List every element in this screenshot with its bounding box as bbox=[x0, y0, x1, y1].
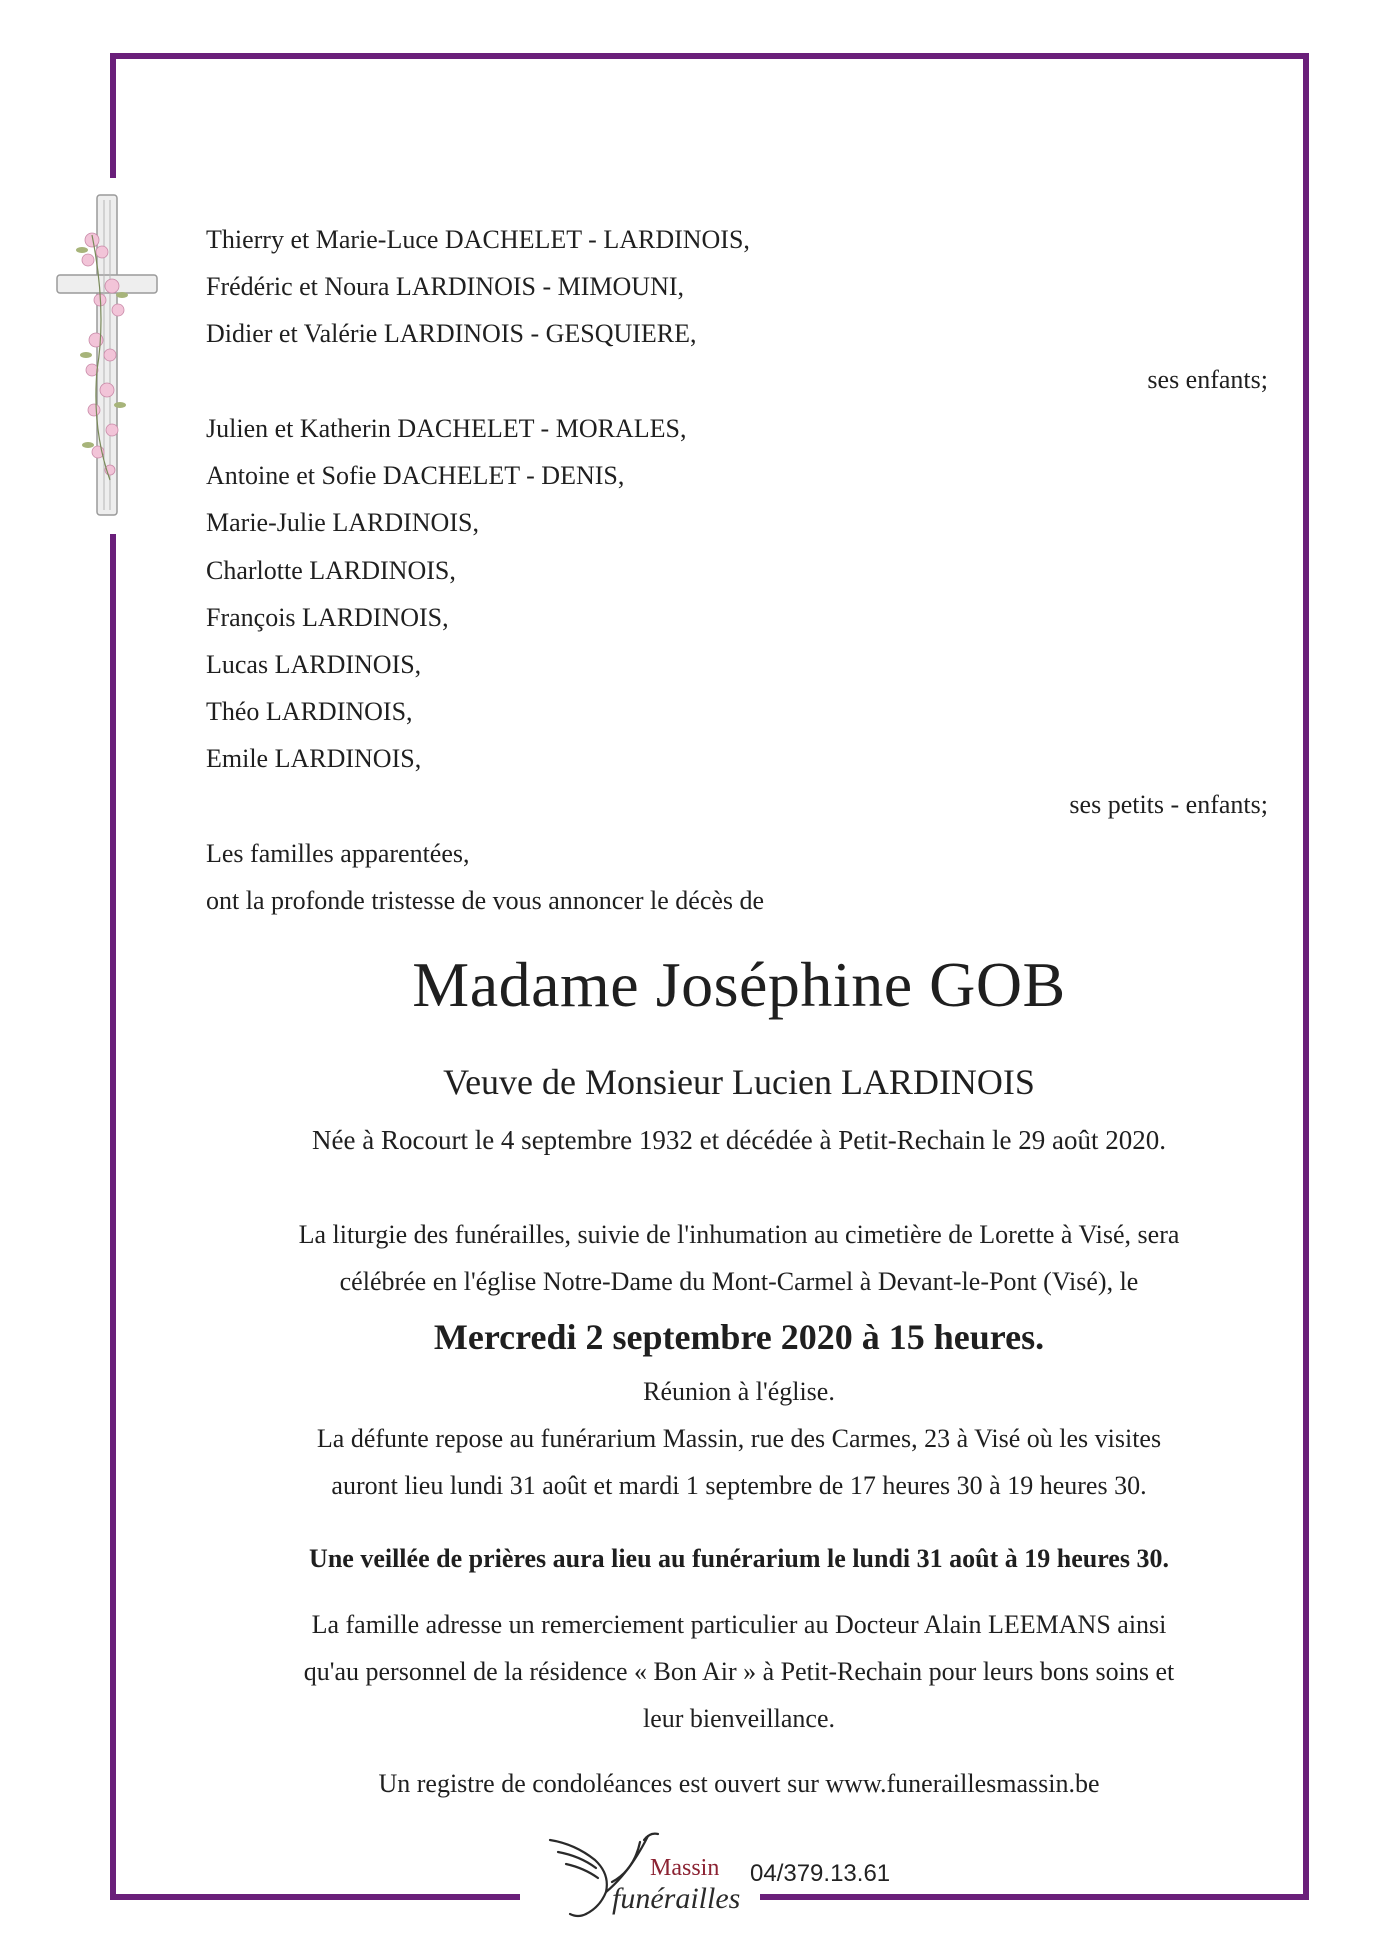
families-line: Les familles apparentées, bbox=[206, 839, 470, 868]
grandchildren-label: ses petits - enfants; bbox=[1069, 790, 1268, 819]
meeting-line: Réunion à l'église. bbox=[643, 1377, 835, 1406]
thanks-line: La famille adresse un remerciement particulier au Docteur Alain LEEMANS ainsi bbox=[311, 1610, 1167, 1639]
logo-funerailles-text: funérailles bbox=[612, 1882, 741, 1915]
grandchild-line: Charlotte LARDINOIS, bbox=[206, 555, 456, 585]
grandchild-line: Emile LARDINOIS, bbox=[206, 744, 422, 774]
meeting-line: La défunte repose au funérarium Massin, rue des Carmes, 23 à Visé où les visites bbox=[316, 1424, 1162, 1453]
child-line: Didier et Valérie LARDINOIS - GESQUIERE, bbox=[206, 319, 697, 349]
vigil-text: Une veillée de prières aura lieu au funérarium le lundi 31 août à 19 heures 30. bbox=[309, 1544, 1169, 1573]
children-label: ses enfants; bbox=[1147, 365, 1268, 394]
registry-text: Un registre de condoléances est ouvert sur www.funeraillesmassin.be bbox=[378, 1769, 1100, 1798]
grandchild-line: Théo LARDINOIS, bbox=[206, 697, 413, 727]
children-list bbox=[206, 216, 1276, 358]
liturgy-line: célébrée en l'église Notre-Dame du Mont-Carmel à Devant-le-Pont (Visé), le bbox=[339, 1267, 1139, 1296]
meeting-text bbox=[150, 1368, 1328, 1509]
grandchild-line: Lucas LARDINOIS, bbox=[206, 650, 422, 680]
logo-massin-text: Massin bbox=[650, 1855, 720, 1881]
grandchildren-list bbox=[206, 405, 1276, 783]
birth-death: Née à Rocourt le 4 septembre 1932 et décédée à Petit-Rechain le 29 août 2020. bbox=[312, 1125, 1166, 1155]
thanks-text bbox=[150, 1601, 1328, 1742]
thanks-line: qu'au personnel de la résidence « Bon Air » à Petit-Rechain pour leurs bons soins et bbox=[303, 1657, 1175, 1686]
child-line: Thierry et Marie-Luce DACHELET - LARDINOIS, bbox=[206, 225, 750, 254]
families-text bbox=[206, 830, 1276, 924]
deceased-name: Madame Joséphine GOB bbox=[412, 949, 1066, 1020]
liturgy-text bbox=[150, 1211, 1328, 1305]
liturgy-line: La liturgie des funérailles, suivie de l'inhumation au cimetière de Lorette à Visé, sera bbox=[298, 1220, 1180, 1249]
widow-of: Veuve de Monsieur Lucien LARDINOIS bbox=[443, 1062, 1035, 1102]
cross-icon bbox=[52, 190, 162, 520]
phone-number: 04/379.13.61 bbox=[750, 1860, 891, 1887]
meeting-line: auront lieu lundi 31 août et mardi 1 septembre de 17 heures 30 à 19 heures 30. bbox=[331, 1471, 1147, 1500]
families-line: ont la profonde tristesse de vous annoncer le décès de bbox=[206, 886, 765, 916]
grandchild-line: Antoine et Sofie DACHELET - DENIS, bbox=[206, 461, 625, 491]
grandchild-line: François LARDINOIS, bbox=[206, 602, 449, 632]
thanks-line: leur bienveillance. bbox=[642, 1704, 836, 1733]
grandchild-line: Julien et Katherin DACHELET - MORALES, bbox=[206, 414, 687, 443]
child-line: Frédéric et Noura LARDINOIS - MIMOUNI, bbox=[206, 272, 685, 302]
grandchild-line: Marie-Julie LARDINOIS, bbox=[206, 508, 479, 538]
ceremony-date: Mercredi 2 septembre 2020 à 15 heures. bbox=[433, 1317, 1045, 1357]
